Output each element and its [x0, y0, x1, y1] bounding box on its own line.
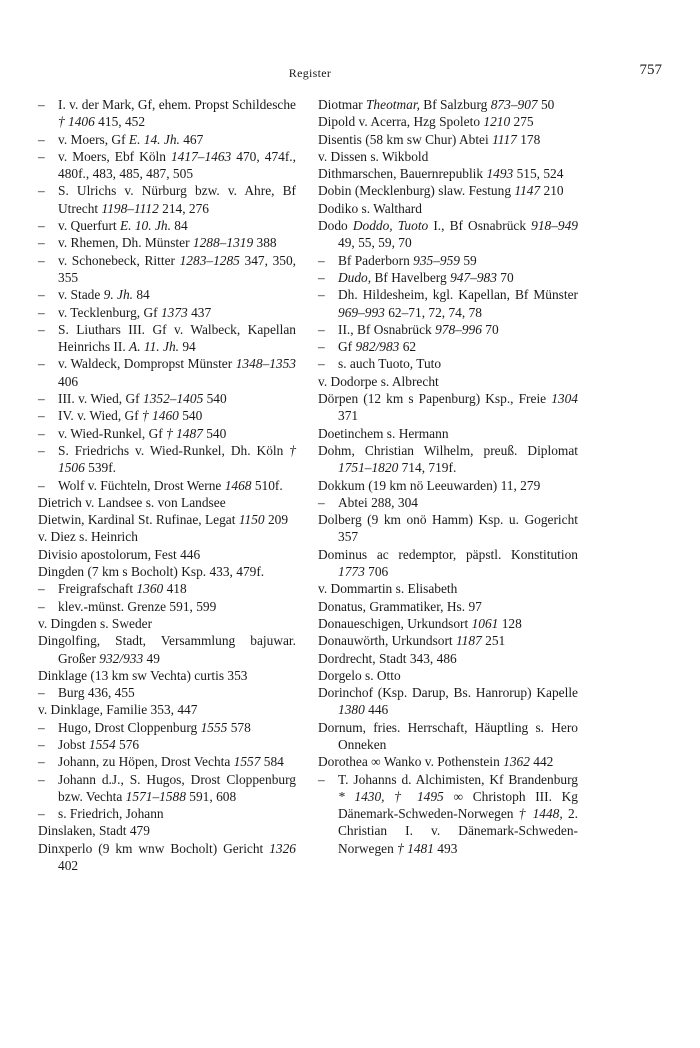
subentry-dash: –: [318, 771, 325, 787]
entry-text: Dolberg (9 km onö Hamm) Ksp. u. Gogericht 357: [318, 512, 578, 545]
italic-text: 1362: [503, 754, 530, 770]
italic-text: 1147: [514, 183, 541, 199]
index-subentry: [38, 131, 296, 148]
subentry-dash: –: [38, 719, 45, 735]
entry-text: S. Liuthars III. Gf v. Walbeck, Kapellan Heinrichs II.: [58, 321, 296, 355]
index-entry: [38, 667, 296, 684]
entry-text: Abtei 288, 304: [338, 494, 418, 510]
subentry-dash: –: [38, 771, 45, 787]
subentry-dash: –: [38, 252, 45, 268]
entry-text: s. Friedrich, Johann: [58, 806, 164, 822]
entry-text: Dietrich v. Landsee s. von Landsee: [38, 494, 226, 510]
subentry-dash: –: [38, 754, 45, 770]
index-entry: [38, 528, 296, 545]
entry-text: T. Johanns d. Alchimisten, Kf Brandenburg: [338, 771, 578, 787]
entry-text: v. Dodorpe s. Albrecht: [318, 373, 439, 389]
entry-text: Dipold v. Acerra, Hzg Spoleto: [318, 114, 484, 130]
index-subentry: [318, 252, 578, 269]
index-subentry: [38, 286, 296, 303]
entry-text: Johann, zu Höpen, Drost Vechta: [58, 754, 234, 770]
entry-text: Dorgelo s. Otto: [318, 667, 401, 683]
subentry-dash: –: [38, 736, 45, 752]
subentry-dash: –: [318, 356, 325, 372]
entry-text: 209: [264, 512, 289, 528]
entry-text: 347, 350, 355: [58, 252, 296, 285]
index-subentry: [38, 355, 296, 390]
subentry-dash: –: [38, 581, 45, 597]
entry-text: Donatus, Grammatiker, Hs. 97: [318, 598, 482, 614]
index-subentry: [38, 96, 296, 131]
entry-text: Dornum, fries. Herrschaft, Häuptling s. Hero Onneken: [318, 719, 578, 752]
entry-text: Johann d.J., S. Hugos, Drost Cloppenburg bzw. Vechta: [58, 771, 296, 804]
entry-text: v. Stade: [58, 287, 104, 303]
italic-text: 1557: [233, 754, 261, 770]
entry-text: Dordrecht, Stadt 343, 486: [318, 650, 457, 666]
entry-text: 84: [170, 218, 188, 234]
entry-text: v. Moers, Gf: [58, 131, 129, 147]
subentry-dash: –: [318, 339, 325, 355]
index-subentry: [318, 494, 578, 511]
index-subentry: [318, 286, 578, 321]
italic-text: 932/933: [99, 650, 144, 666]
entry-text: 178: [516, 131, 541, 147]
entry-text: Dingolfing, Stadt, Versammlung bajuwar. Großer: [38, 633, 296, 666]
index-entry: [318, 165, 578, 182]
italic-text: 969–993: [338, 304, 385, 320]
subentry-dash: –: [38, 287, 45, 303]
subentry-dash: –: [38, 304, 45, 320]
entry-text: v. Dingden s. Sweder: [38, 615, 153, 631]
entry-text: v. Waldeck, Dompropst Münster: [58, 356, 236, 372]
italic-text: 982/983: [355, 339, 400, 355]
italic-text: 1352–1405: [143, 391, 204, 407]
entry-text: 470, 474f., 480f., 483, 485, 487, 505: [58, 148, 296, 182]
entry-text: Dobin (Mecklenburg) slaw. Festung: [318, 183, 515, 199]
index-entry: [318, 719, 578, 754]
entry-text: Donaueschigen, Urkundsort: [318, 615, 472, 631]
italic-text: 1360: [136, 581, 164, 597]
index-subentry: [38, 598, 296, 615]
italic-text: 873–907: [490, 97, 538, 112]
italic-text: 1751–1820: [338, 460, 399, 476]
entry-text: Dinklage (13 km sw Vechta) curtis 353: [38, 667, 248, 683]
index-entry: [318, 632, 578, 649]
subentry-dash: –: [318, 494, 325, 510]
entry-text: Dorothea ∞ Wanko v. Pothenstein: [318, 754, 504, 770]
index-entry: [38, 615, 296, 632]
entry-text: Dorinchof (Ksp. Darup, Bs. Hanrorup) Kapelle: [318, 685, 578, 701]
entry-text: S. Friedrichs v. Wied-Runkel, Dh. Köln: [58, 442, 290, 458]
entry-text: 275: [510, 114, 534, 130]
italic-text: 1493: [486, 166, 514, 182]
italic-text: 1348–1353: [235, 356, 296, 372]
index-subentry: [38, 217, 296, 234]
index-entry: [38, 546, 296, 563]
entry-text: Dokkum (19 km nö Leeuwarden) 11, 279: [318, 477, 541, 493]
page-number: 757: [639, 62, 662, 78]
entry-text: II., Bf Osnabrück: [338, 321, 436, 337]
index-entry: [318, 546, 578, 581]
index-subentry: [38, 234, 296, 251]
italic-text: 1288–1319: [192, 235, 254, 251]
subentry-dash: –: [318, 287, 325, 303]
subentry-dash: –: [38, 321, 45, 337]
running-head: Register: [288, 66, 332, 80]
entry-text: 371: [338, 408, 359, 424]
entry-text: 388: [253, 235, 277, 251]
index-entry: [38, 840, 296, 875]
italic-text: E. 14. Jh.: [128, 131, 180, 147]
entry-text: Wolf v. Füchteln, Drost Werne: [58, 477, 225, 493]
entry-text: 576: [115, 736, 140, 752]
index-entry: [38, 494, 296, 511]
italic-text: E. 10. Jh.: [119, 218, 171, 234]
entry-text: 49, 55, 59, 70: [338, 235, 412, 251]
italic-text: 1571–1588: [125, 788, 186, 804]
subentry-dash: –: [38, 408, 45, 424]
entry-text: S. Ulrichs v. Nürburg bzw. v. Ahre, Bf Utrecht: [58, 183, 296, 216]
entry-text: 2. Christian I. v. Dänemark-Schweden-Norwegen: [338, 806, 579, 856]
entry-text: 415, 452: [94, 114, 146, 130]
index-entry: [38, 563, 296, 580]
entry-text: 50: [537, 97, 555, 112]
entry-text: Dinslaken, Stadt 479: [38, 823, 150, 839]
index-subentry: [38, 805, 296, 822]
entry-text: IV. v. Wied, Gf: [58, 408, 143, 424]
index-entry: [318, 615, 578, 632]
entry-text: 540: [202, 425, 227, 441]
index-entry: [318, 650, 578, 667]
index-subentry: [38, 148, 296, 183]
italic-text: 1417–1463: [170, 148, 232, 164]
index-entry: [318, 598, 578, 615]
entry-text: Dingden (7 km s Bocholt) Ksp. 433, 479f.: [38, 564, 265, 580]
index-subentry: [38, 442, 296, 477]
entry-text: III. v. Wied, Gf: [58, 391, 143, 407]
entry-text: 540: [178, 408, 203, 424]
entry-text: Dinxperlo (9 km wnw Bocholt) Gericht: [38, 840, 270, 856]
entry-text: Freigrafschaft: [58, 581, 137, 597]
subentry-dash: –: [38, 218, 45, 234]
entry-text: s. auch Tuoto, Tuto: [338, 356, 442, 372]
italic-text: † 1487: [166, 425, 203, 441]
italic-text: A. 11. Jh.: [129, 339, 179, 355]
index-entry: [318, 667, 578, 684]
index-entry: [38, 701, 296, 718]
entry-text: 706: [364, 564, 389, 580]
right-column: [318, 96, 578, 857]
entry-text: Gf: [338, 339, 356, 355]
subentry-dash: –: [38, 442, 45, 458]
entry-text: ∞ Christoph III. Kg Dänemark-Schweden-Norwegen: [338, 788, 578, 822]
italic-text: 1187: [455, 633, 482, 649]
entry-text: 49: [143, 650, 160, 666]
entry-text: Bf Havelberg: [371, 269, 451, 285]
subentry-dash: –: [38, 477, 45, 493]
entry-text: 510f.: [251, 477, 283, 493]
index-subentry: [38, 736, 296, 753]
entry-text: Hugo, Drost Cloppenburg: [58, 719, 201, 735]
italic-text: 918–949: [531, 218, 578, 234]
subentry-dash: –: [318, 269, 325, 285]
entry-text: 210: [540, 183, 564, 199]
entry-text: 402: [58, 858, 79, 874]
subentry-dash: –: [38, 685, 45, 701]
index-entry: [38, 822, 296, 839]
index-entry: [38, 632, 296, 667]
index-entry: [318, 425, 578, 442]
index-subentry: [38, 719, 296, 736]
index-subentry: [38, 252, 296, 287]
italic-text: 1773: [338, 564, 365, 580]
entry-text: Divisio apostolorum, Fest 446: [38, 546, 201, 562]
entry-text: 539f.: [84, 460, 117, 476]
italic-text: 1468: [224, 477, 252, 493]
entry-text: 70: [496, 269, 514, 285]
index-subentry: [318, 771, 578, 857]
italic-text: 978–996: [435, 321, 482, 337]
italic-text: * 1430, † 1495: [338, 788, 444, 804]
index-subentry: [38, 321, 296, 356]
subentry-dash: –: [38, 131, 45, 147]
entry-text: klev.-münst. Grenze 591, 599: [58, 598, 217, 614]
entry-text: v. Wied-Runkel, Gf: [58, 425, 167, 441]
italic-text: † 1506: [58, 442, 296, 476]
entry-text: v. Tecklenburg, Gf: [58, 304, 161, 320]
italic-text: 1210: [483, 114, 511, 130]
entry-text: Bf Salzburg: [419, 97, 491, 112]
index-entry: [318, 200, 578, 217]
index-subentry: [38, 771, 296, 806]
index-subentry: [38, 304, 296, 321]
entry-text: Dodo: [318, 218, 353, 234]
italic-text: 1198–1112: [101, 200, 159, 216]
subentry-dash: –: [38, 235, 45, 251]
index-entry: [318, 96, 578, 113]
subentry-dash: –: [38, 598, 45, 614]
index-entry: [318, 182, 578, 199]
italic-text: Doddo, Tuoto: [352, 218, 429, 234]
index-subentry: [38, 684, 296, 701]
entry-text: 591, 608: [185, 788, 237, 804]
entry-text: v. Moers, Ebf Köln: [58, 148, 171, 164]
index-entry: [318, 580, 578, 597]
entry-text: Dodiko s. Walthard: [318, 200, 422, 216]
entry-text: v. Schonebeck, Ritter: [58, 252, 180, 268]
entry-text: v. Dommartin s. Elisabeth: [318, 581, 458, 597]
subentry-dash: –: [38, 183, 45, 199]
entry-text: 437: [187, 304, 212, 320]
index-subentry: [38, 477, 296, 494]
entry-text: 59: [460, 252, 477, 268]
italic-text: 947–983: [450, 269, 497, 285]
italic-text: 1326: [269, 840, 296, 856]
entry-text: Dohm, Christian Wilhelm, preuß. Diplomat: [318, 442, 578, 458]
index-entry: [318, 511, 578, 546]
italic-text: † 1481: [397, 840, 434, 856]
italic-text: † 1406: [58, 114, 95, 130]
italic-text: 1117: [492, 131, 517, 147]
entry-text: 467: [179, 131, 204, 147]
entry-text: 540: [203, 391, 227, 407]
index-entry: [38, 511, 296, 528]
index-subentry: [38, 425, 296, 442]
index-entry: [318, 373, 578, 390]
entry-text: 714, 719f.: [398, 460, 457, 476]
entry-text: 70: [481, 321, 499, 337]
entry-text: I. v. der Mark, Gf, ehem. Propst Schildesche: [58, 97, 296, 112]
subentry-dash: –: [38, 425, 45, 441]
index-entry: [318, 753, 578, 770]
entry-text: 251: [481, 633, 506, 649]
entry-text: Dithmarschen, Bauernrepublik: [318, 166, 487, 182]
entry-text: Dh. Hildesheim, kgl. Kapellan, Bf Münster: [338, 287, 578, 303]
index-subentry: [38, 753, 296, 770]
entry-text: Bf Paderborn: [338, 252, 414, 268]
page-header: [38, 62, 662, 82]
entry-text: I., Bf Osnabrück: [428, 218, 532, 234]
entry-text: v. Rhemen, Dh. Münster: [58, 235, 193, 251]
italic-text: Dudo,: [338, 269, 372, 285]
italic-text: 1283–1285: [179, 252, 240, 268]
index-entry: [318, 131, 578, 148]
italic-text: 1061: [471, 615, 499, 631]
entry-text: 446: [364, 702, 389, 718]
index-subentry: [38, 407, 296, 424]
index-entry: [318, 148, 578, 165]
index-subentry: [318, 338, 578, 355]
italic-text: 1304: [551, 391, 578, 407]
entry-text: 94: [178, 339, 196, 355]
italic-text: 9. Jh.: [103, 287, 134, 303]
index-subentry: [318, 269, 578, 286]
italic-text: 935–959: [413, 252, 460, 268]
entry-text: v. Dissen s. Wikbold: [318, 148, 429, 164]
entry-text: 418: [163, 581, 187, 597]
subentry-dash: –: [38, 356, 45, 372]
subentry-dash: –: [38, 97, 45, 112]
entry-text: Burg 436, 455: [58, 685, 135, 701]
entry-text: 214, 276: [158, 200, 209, 216]
index-entry: [318, 113, 578, 130]
entry-text: Doetinchem s. Hermann: [318, 425, 449, 441]
entry-text: 84: [133, 287, 150, 303]
entry-text: Dietwin, Kardinal St. Rufinae, Legat: [38, 512, 239, 528]
entry-text: Jobst: [58, 736, 89, 752]
entry-text: v. Diez s. Heinrich: [38, 529, 138, 545]
entry-text: Donauwörth, Urkundsort: [318, 633, 456, 649]
index-subentry: [318, 355, 578, 372]
italic-text: 1554: [88, 736, 116, 752]
index-entry: [318, 684, 578, 719]
entry-text: 128: [498, 615, 522, 631]
entry-text: 406: [58, 373, 79, 389]
italic-text: † 1460: [142, 408, 179, 424]
entry-text: 578: [227, 719, 251, 735]
entry-text: Dominus ac redemptor, päpstl. Konstitution: [318, 546, 578, 562]
italic-text: 1373: [160, 304, 188, 320]
index-entry: [318, 442, 578, 477]
index-subentry: [38, 390, 296, 407]
entry-text: Disentis (58 km sw Chur) Abtei: [318, 131, 493, 147]
entry-text: 62–71, 72, 74, 78: [384, 304, 482, 320]
entry-text: v. Querfurt: [58, 218, 120, 234]
subentry-dash: –: [318, 252, 325, 268]
italic-text: Theotmar,: [365, 97, 420, 112]
italic-text: † 1448,: [518, 806, 563, 822]
italic-text: 1380: [338, 702, 365, 718]
italic-text: 1555: [200, 719, 228, 735]
index-subentry: [318, 321, 578, 338]
entry-text: 515, 524: [513, 166, 564, 182]
index-subentry: [38, 182, 296, 217]
index-entry: [318, 390, 578, 425]
entry-text: 493: [433, 840, 458, 856]
left-column: [38, 96, 296, 874]
index-entry: [318, 477, 578, 494]
index-entry: [318, 217, 578, 252]
subentry-dash: –: [38, 148, 45, 164]
entry-text: 584: [260, 754, 284, 770]
entry-text: Diotmar: [318, 97, 366, 112]
subentry-dash: –: [318, 321, 325, 337]
entry-text: Dörpen (12 km s Papenburg) Ksp., Freie: [318, 391, 552, 407]
entry-text: 442: [529, 754, 554, 770]
entry-text: v. Dinklage, Familie 353, 447: [38, 702, 198, 718]
subentry-dash: –: [38, 391, 45, 407]
subentry-dash: –: [38, 806, 45, 822]
italic-text: 1150: [238, 512, 265, 528]
entry-text: 62: [399, 339, 417, 355]
index-subentry: [38, 580, 296, 597]
